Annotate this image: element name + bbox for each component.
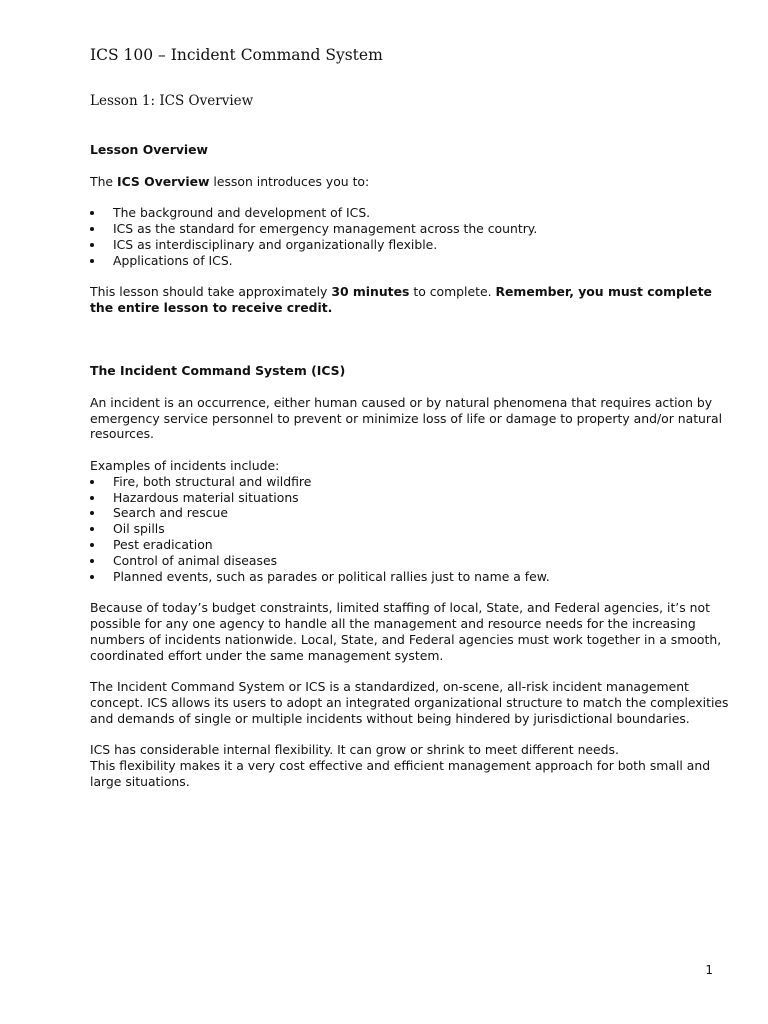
lesson-intro-suffix: lesson introduces you to: (209, 173, 370, 189)
list-item-text: Search and rescue (113, 505, 228, 521)
document-body (90, 142, 730, 790)
list-item (90, 553, 730, 569)
examples-intro: Examples of incidents include: (90, 457, 280, 473)
list-item-text: The background and development of ICS. (113, 205, 371, 221)
list-item-text: Pest eradication (113, 536, 213, 552)
list-item-text: Oil spills (113, 521, 165, 537)
list-item (90, 221, 730, 237)
list-item-text: Applications of ICS. (113, 252, 233, 268)
list-item-text: Fire, both structural and wildfire (113, 473, 312, 489)
bullet-icon (90, 559, 94, 563)
bullet-icon (90, 575, 94, 579)
list-item (90, 253, 730, 269)
duration-prefix: This lesson should take approximately (90, 284, 332, 300)
lesson-intro (90, 174, 730, 190)
bullet-icon (90, 243, 94, 247)
flexibility-line-1: ICS has considerable internal flexibility. It can grow or shrink to meet different needs. (90, 742, 619, 758)
page-number: 1 (705, 963, 713, 977)
budget-paragraph: Because of today’s budget constraints, limited staffing of local, State, and Federal agencies, it’s not possible for any one agency to handle all the management and resource needs for the increasing numbers of incidents nationwide. Local, State, and Federal agencies must work together in a smooth, coordinated effort under the same management system. (90, 600, 722, 663)
list-item (90, 569, 730, 585)
ics-concept-paragraph: The Incident Command System or ICS is a standardized, on-scene, all-risk incident management concept. ICS allows its users to adopt an integrated organizational structure to match the complexities and demands of single or multiple incidents without being hindered by jurisdictional boundaries. (90, 679, 729, 726)
bullet-icon (90, 211, 94, 215)
bullet-icon (90, 511, 94, 515)
ics-section-heading: The Incident Command System (ICS) (90, 363, 346, 379)
list-item-text: ICS as the standard for emergency management across the country. (113, 220, 538, 236)
lesson-intro-bold: ICS Overview (116, 173, 210, 189)
duration-suffix: to complete. (409, 284, 496, 300)
bullet-icon (90, 480, 94, 484)
list-item (90, 237, 730, 253)
list-item-text: ICS as interdisciplinary and organizationally flexible. (113, 236, 438, 252)
bullet-icon (90, 527, 94, 531)
list-item (90, 521, 730, 537)
lesson-overview-heading: Lesson Overview (90, 142, 208, 157)
list-item-text: Control of animal diseases (113, 552, 278, 568)
list-item (90, 490, 730, 506)
list-item (90, 505, 730, 521)
lesson-duration (90, 284, 730, 316)
list-item (90, 537, 730, 553)
bullet-icon (90, 543, 94, 547)
incident-definition: An incident is an occurrence, either human caused or by natural phenomena that requires action by emergency service personnel to prevent or minimize loss of life or damage to property and/or natural resources. (90, 394, 723, 442)
bullet-icon (90, 227, 94, 231)
document-title: ICS 100 – Incident Command System (90, 46, 383, 64)
bullet-icon (90, 496, 94, 500)
list-item (90, 474, 730, 490)
list-item (90, 205, 730, 221)
bullet-icon (90, 259, 94, 263)
incident-examples-list (90, 474, 730, 585)
list-item-text: Planned events, such as parades or political rallies just to name a few. (113, 568, 550, 584)
duration-value: 30 minutes (331, 284, 410, 300)
list-item-text: Hazardous material situations (113, 489, 299, 505)
credit-reminder: Remember, you must complete the entire lesson to receive credit. (90, 284, 712, 315)
lesson-topics-list (90, 205, 730, 268)
lesson-title: Lesson 1: ICS Overview (90, 93, 254, 109)
lesson-intro-prefix: The (90, 173, 117, 189)
flexibility-line-2: This flexibility makes it a very cost effective and efficient management approach for both small and large situations. (90, 758, 711, 789)
